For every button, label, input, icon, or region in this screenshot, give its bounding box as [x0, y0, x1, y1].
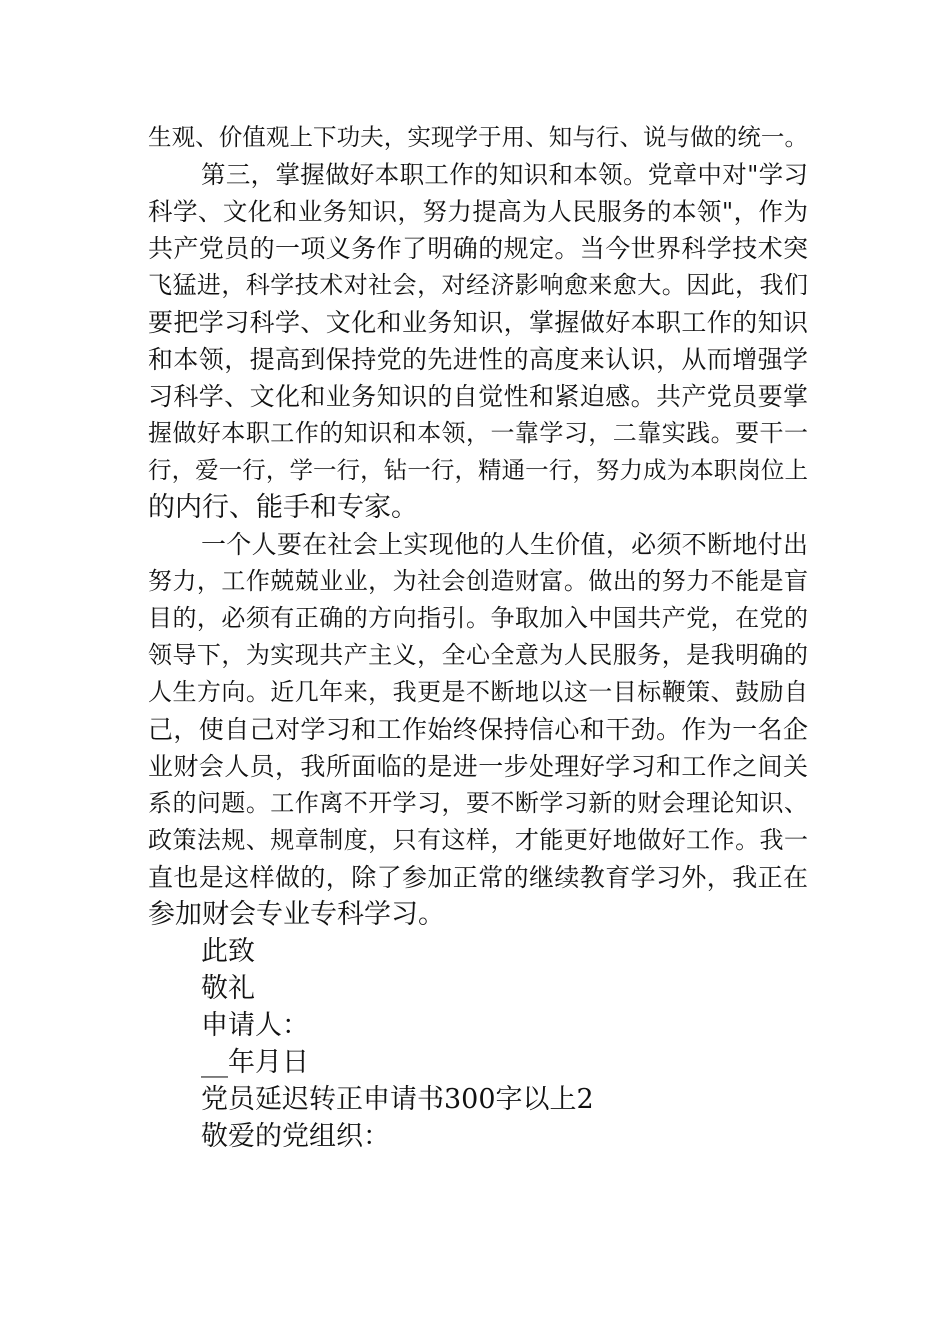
section-title: 党员延迟转正申请书300字以上2	[201, 1084, 594, 1115]
paragraph-end-line: 的内行、能手和专家。	[148, 492, 418, 523]
text-line: 政策法规、规章制度，只有这样，才能更好地做好工作。我一	[148, 826, 808, 854]
paragraph-start-line: 一个人要在社会上实现他的人生价值，必须不断地付出	[201, 530, 808, 559]
text-line: 习科学、文化和业务知识的自觉性和紧迫感。共产党员要掌	[148, 382, 808, 411]
applicant-label: 申请人：	[201, 1010, 309, 1041]
text-line: 目的，必须有正确的方向指引。争取加入中国共产党，在党的	[148, 604, 808, 632]
text-line: 要把学习科学、文化和业务知识，掌握做好本职工作的知识	[148, 308, 808, 337]
text-line: 己，使自己对学习和工作始终保持信心和干劲。作为一名企	[148, 715, 808, 744]
text-line: 和本领，提高到保持党的先进性的高度来认识，从而增强学	[148, 345, 808, 374]
date-line: __年月日	[201, 1047, 309, 1078]
text-line: 科学、文化和业务知识，努力提高为人民服务的本领"，作为	[148, 197, 808, 226]
paragraph-end-line: 参加财会专业专科学习。	[148, 899, 445, 930]
text-line: 领导下，为实现共产主义，全心全意为人民服务，是我明确的	[148, 641, 808, 669]
text-line: 业财会人员，我所面临的是进一步处理好学习和工作之间关	[148, 752, 808, 781]
text-line: 直也是这样做的，除了参加正常的继续教育学习外，我正在	[148, 863, 808, 892]
text-line: 飞猛进，科学技术对社会，对经济影响愈来愈大。因此，我们	[148, 271, 808, 299]
text-line: 系的问题。工作离不开学习，要不断学习新的财会理论知识、	[148, 789, 808, 817]
paragraph-start-line: 第三，掌握做好本职工作的知识和本领。党章中对"学习	[201, 160, 808, 189]
text-line: 人生方向。近几年来，我更是不断地以这一目标鞭策、鼓励自	[148, 678, 808, 706]
text-line: 努力，工作兢兢业业，为社会创造财富。做出的努力不能是盲	[148, 567, 808, 595]
text-line: 行，爱一行，学一行，钻一行，精通一行，努力成为本职岗位上	[148, 456, 808, 484]
text-line: 握做好本职工作的知识和本领，一靠学习，二靠实践。要干一	[148, 419, 808, 447]
closing-salutation: 此致	[201, 936, 255, 967]
text-line: 生观、价值观上下功夫，实现学于用、知与行、说与做的统一。	[148, 123, 808, 151]
text-line: 共产党员的一项义务作了明确的规定。当今世界科学技术突	[148, 234, 808, 263]
greeting-line: 敬爱的党组织：	[201, 1121, 390, 1152]
closing-regards: 敬礼	[201, 973, 255, 1004]
document-body	[148, 119, 808, 1155]
